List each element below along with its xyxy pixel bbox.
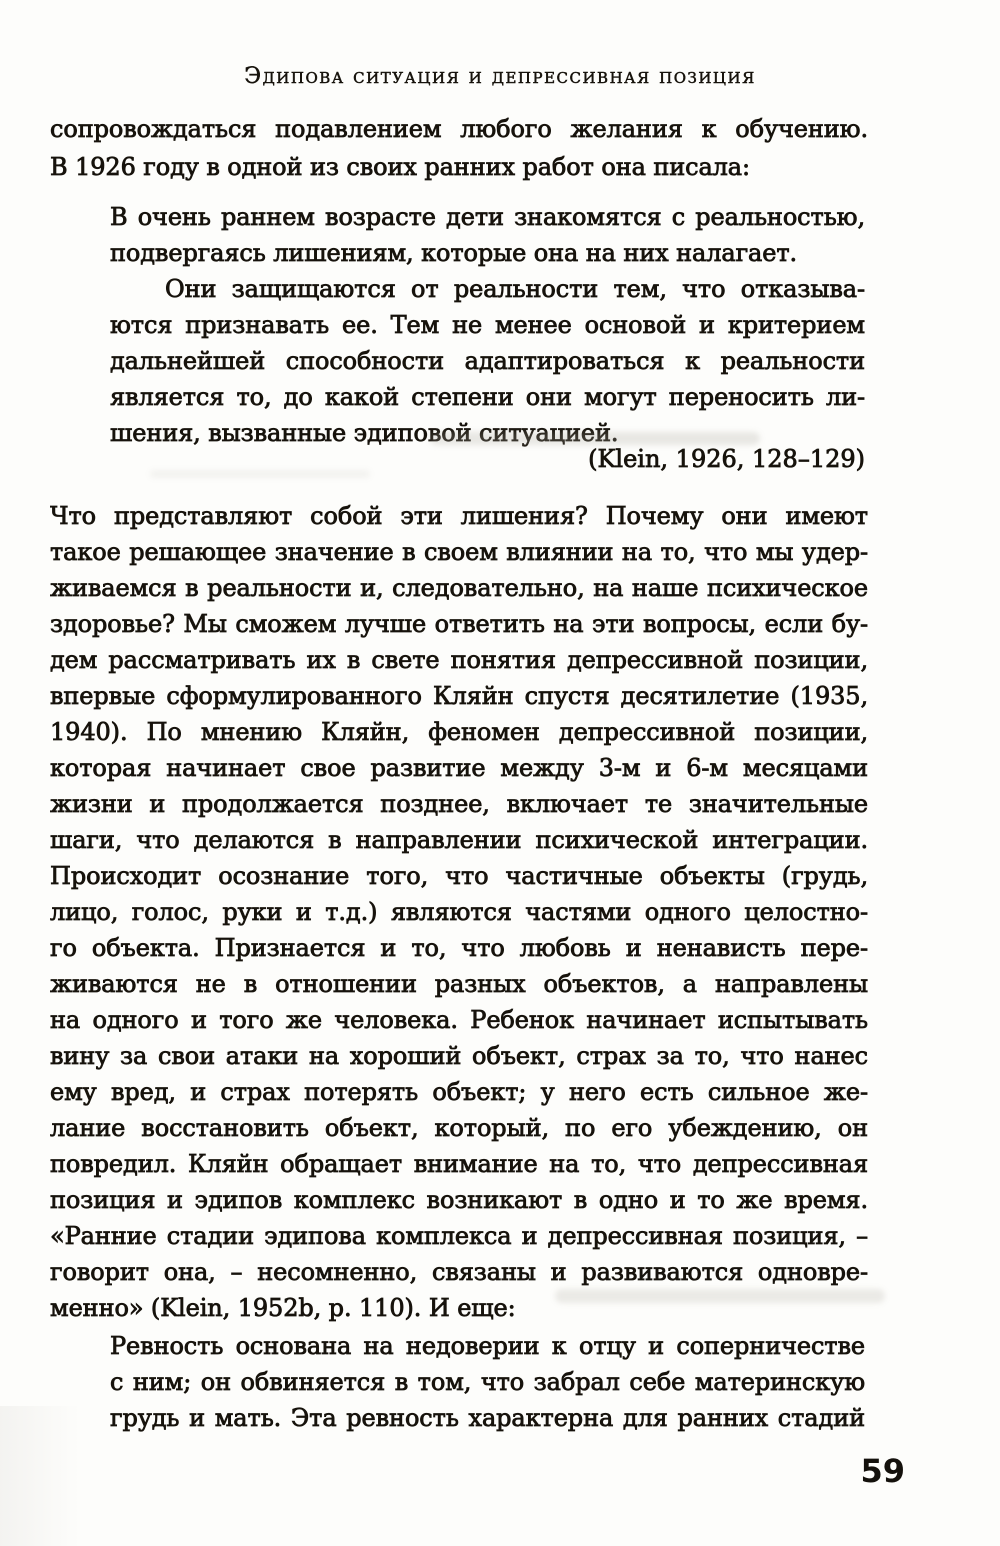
text-line: Происходит осознание того, что частичные объекты (грудь,: [50, 862, 868, 890]
text-line: менно» (Klein, 1952b, p. 110). И еще:: [50, 1294, 516, 1322]
text-line: Ревность основана на недоверии к отцу и соперничестве: [110, 1332, 865, 1360]
text-line: подвергаясь лишениям, которые она на них налагает.: [110, 239, 798, 267]
text-line: жизни и продолжается позднее, включает те значительные: [50, 790, 868, 818]
text-line: В 1926 году в одной из своих ранних работ она писала:: [50, 153, 751, 181]
text-line: шения, вызванные эдиповой ситуацией.: [110, 419, 619, 447]
text-line: лицо, голос, руки и т.д.) являются частями одного целостно-: [50, 898, 868, 926]
text-line: лание восстановить объект, который, по его убеждению, он: [50, 1114, 868, 1142]
text-line: Они защищаются от реальности тем, что отказыва-: [165, 275, 865, 303]
block-quote-klein-1926: [110, 199, 865, 451]
block-quote-jealousy: [110, 1328, 865, 1436]
text-line: вину за свои атаки на хороший объект, страх за то, что нанес: [50, 1042, 868, 1070]
text-line: живаемся в реальности и, следовательно, на наше психическое: [50, 574, 868, 602]
text-line: шаги, что делаются в направлении психической интеграции.: [50, 826, 868, 854]
text-line: ему вред, и страх потерять объект; у него есть сильное же-: [50, 1078, 868, 1106]
main-paragraph: [50, 498, 868, 1326]
scan-edge-shading: [0, 1406, 80, 1546]
text-line: Что представляют собой эти лишения? Почему они имеют: [50, 502, 868, 530]
text-line: позиция и эдипов комплекс возникают в одно и то же время.: [50, 1186, 868, 1214]
text-line: дальнейшей способности адаптироваться к реальности: [110, 347, 865, 375]
scan-smudge-artifact: [430, 432, 760, 445]
text-line: «Ранние стадии эдипова комплекса и депрессивная позиция, –: [50, 1222, 868, 1250]
text-line: 1940). По мнению Кляйн, феномен депрессивной позиции,: [50, 718, 868, 746]
text-line: дем рассматривать их в свете понятия депрессивной позиции,: [50, 646, 868, 674]
text-line: на одного и того же человека. Ребенок начинает испытывать: [50, 1006, 868, 1034]
text-line: грудь и мать. Эта ревность характерна для ранних стадий: [110, 1404, 865, 1432]
text-line: с ним; он обвиняется в том, что забрал себе материнскую: [110, 1368, 865, 1396]
text-line: говорит она, – несомненно, связаны и развиваются одновре-: [50, 1258, 868, 1286]
scan-smudge-artifact: [150, 470, 370, 478]
page-number: 59: [860, 1452, 905, 1490]
text-line: впервые сформулированного Кляйн спустя десятилетие (1935,: [50, 682, 868, 710]
text-line: го объекта. Признается и то, что любовь и ненависть пере-: [50, 934, 868, 962]
quote-citation: (Klein, 1926, 128–129): [588, 445, 865, 473]
text-line: которая начинает свое развитие между 3-м и 6-м месяцами: [50, 754, 868, 782]
text-line: живаются не в отношении разных объектов, а направлены: [50, 970, 868, 998]
text-line: здоровье? Мы сможем лучше ответить на эти вопросы, если бу-: [50, 610, 868, 638]
text-line: является то, до какой степени они могут переносить ли-: [110, 383, 865, 411]
scan-smudge-artifact: [555, 1289, 885, 1303]
text-line: ются признавать ее. Тем не менее основой и критерием: [110, 311, 865, 339]
text-line: В очень раннем возрасте дети знакомятся с реальностью,: [110, 203, 865, 231]
text-line: сопровождаться подавлением любого желания к обучению.: [50, 115, 868, 143]
paragraph-continuation: [50, 110, 868, 186]
text-line: повредил. Кляйн обращает внимание на то, что депрессивная: [50, 1150, 868, 1178]
text-line: такое решающее значение в своем влиянии на то, что мы удер-: [50, 538, 868, 566]
running-header: Эдипова ситуация и депрессивная позиция: [244, 64, 756, 89]
